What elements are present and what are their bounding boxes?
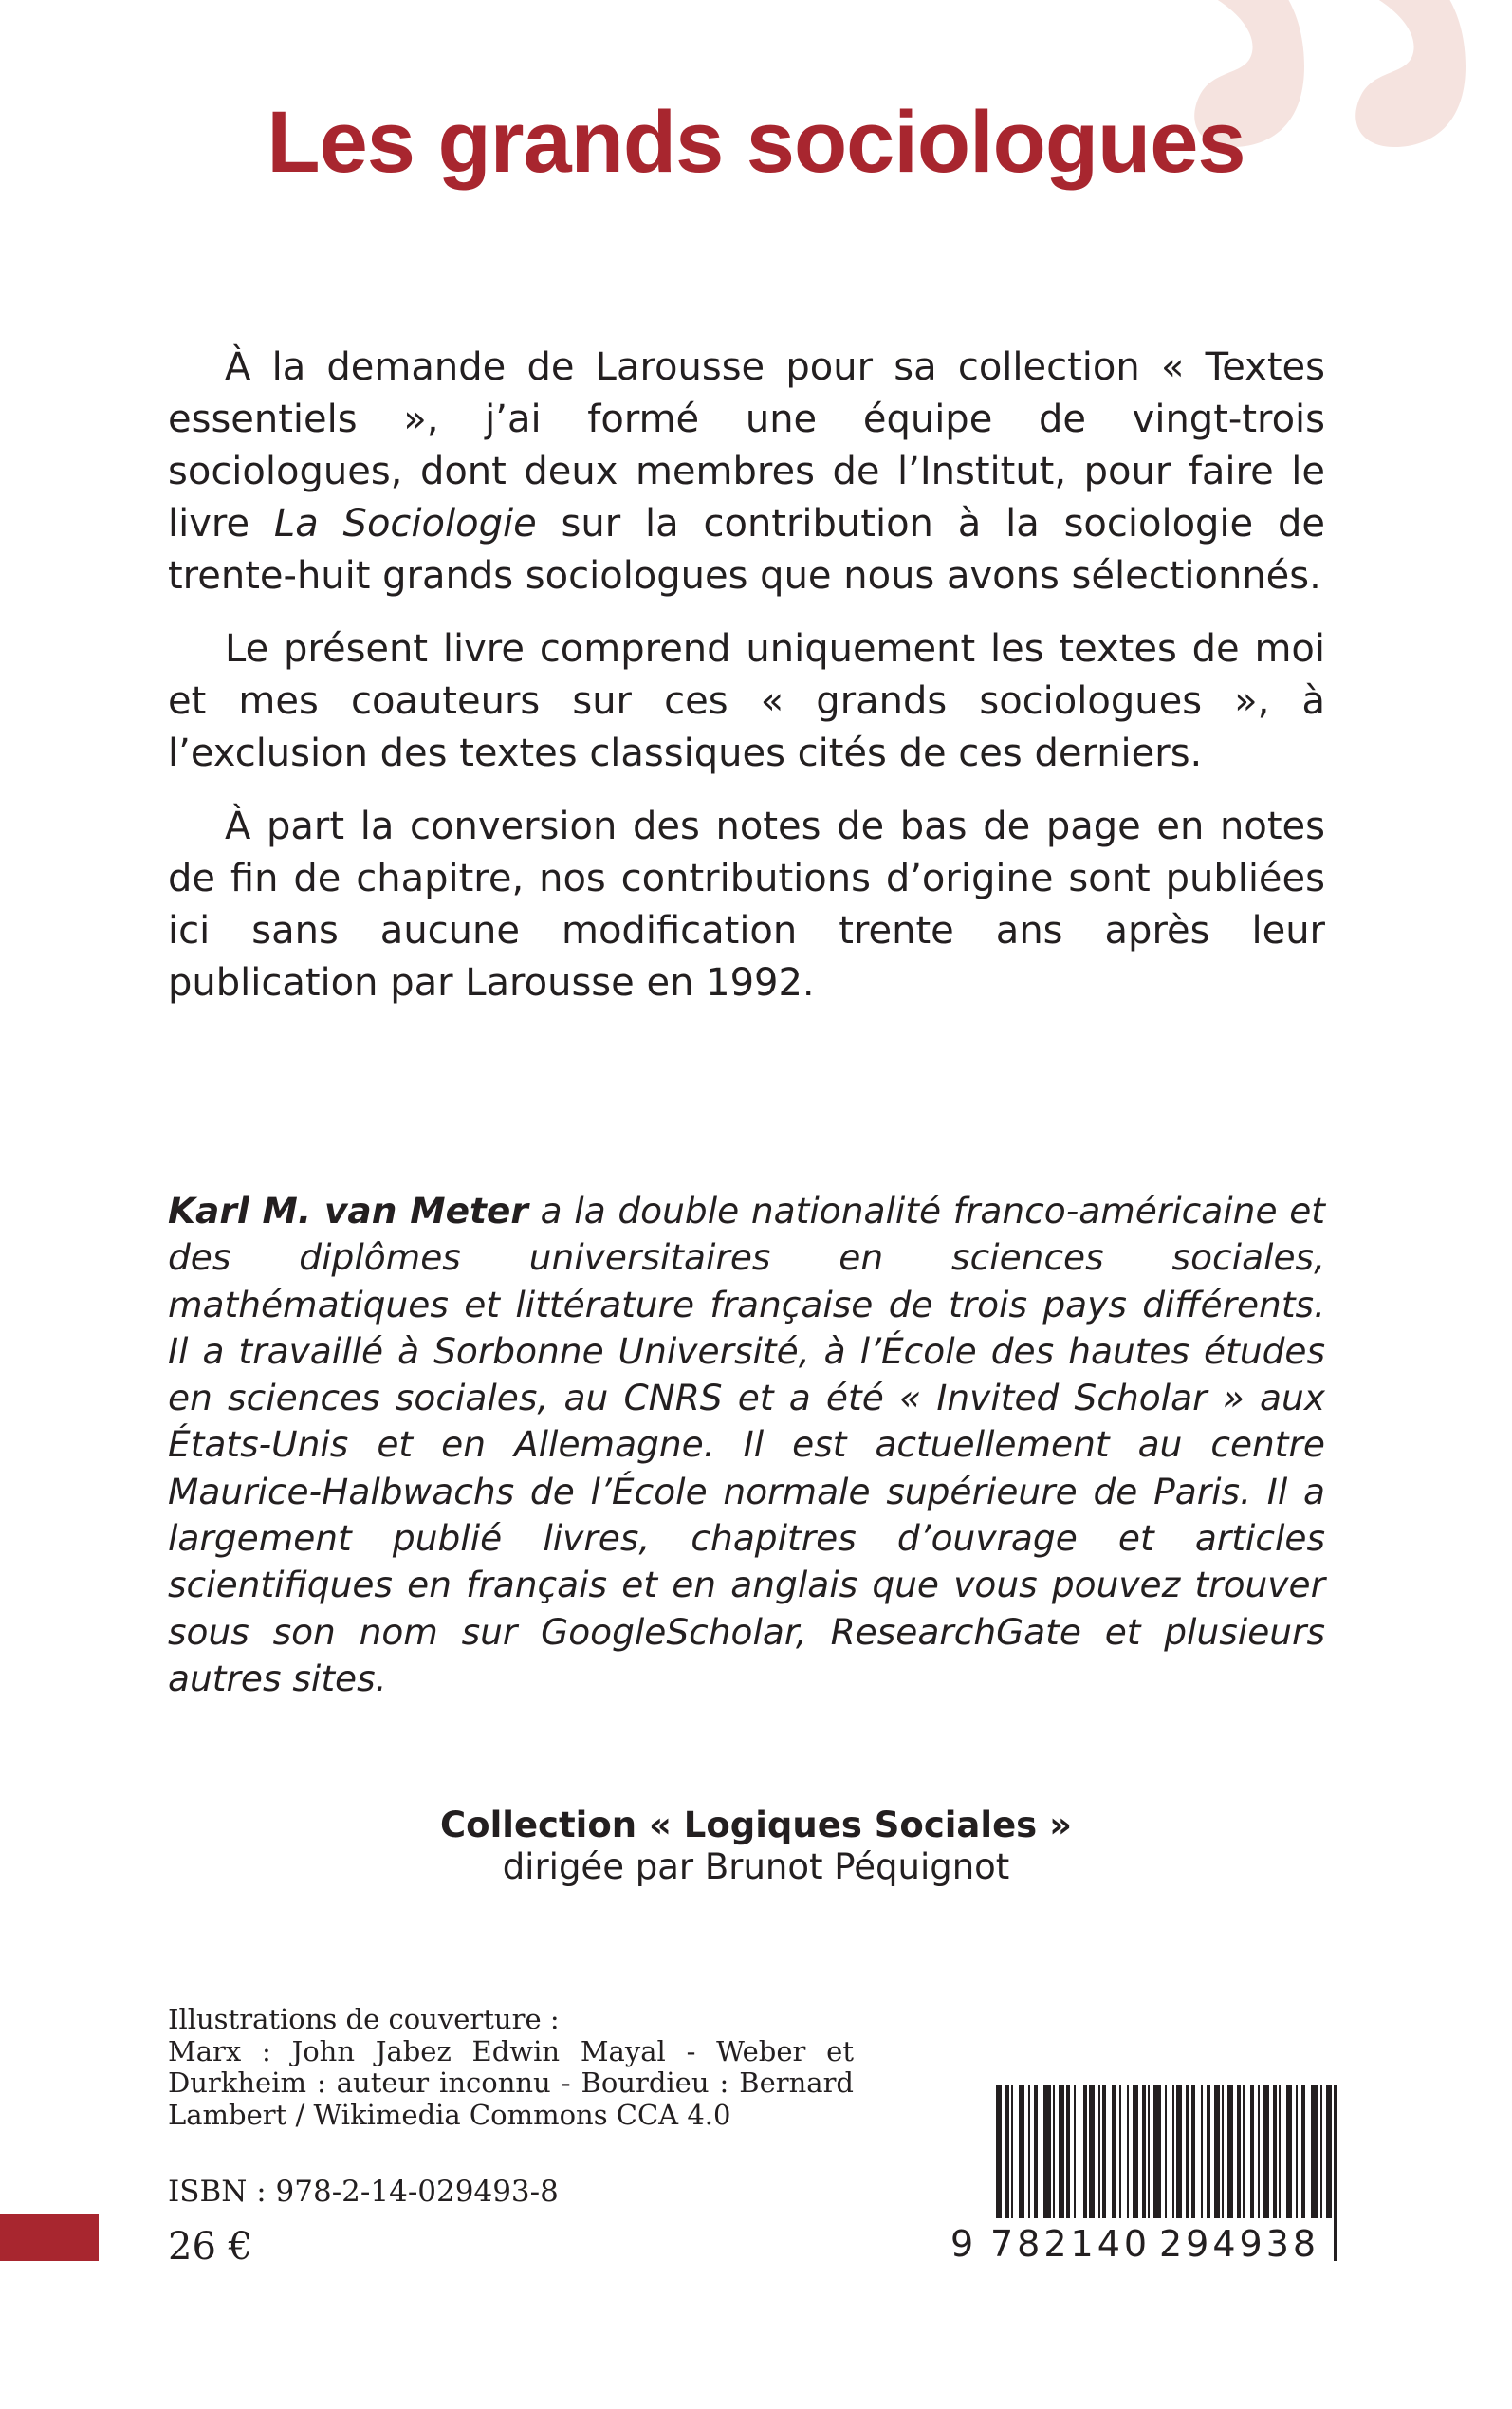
intro-paragraph-2: Le présent livre comprend uniquement les textes de moi et mes coauteurs sur ces « grands sociologues », à l’exclusion des textes classiques cités de ces derniers.	[168, 627, 1325, 775]
collection-director: dirigée par Brunot Péquignot	[502, 1846, 1010, 1887]
barcode-bar	[1089, 2085, 1095, 2218]
barcode-bar	[1296, 2085, 1298, 2218]
intro-p1-start: À la demande de Larousse pour sa collection « Textes essentiels », j’ai formé une équipe de vingt-trois sociologues, dont deux membres de l’Institut, pour faire le livre	[168, 345, 1325, 546]
cover-credits	[168, 2004, 854, 2131]
barcode-digits	[949, 2218, 1323, 2270]
barcode-bar	[1019, 2085, 1024, 2218]
barcode-bar	[1222, 2085, 1224, 2218]
barcode-bar	[1237, 2085, 1241, 2218]
barcode-bar	[1074, 2085, 1076, 2218]
credits-body: Marx : John Jabez Edwin Mayal - Weber et Durkheim : auteur inconnu - Bourdieu : Bernard Lambert / Wikimedia Commons CCA 4.0	[168, 2034, 854, 2131]
barcode-bar	[1258, 2085, 1260, 2218]
intro-text	[168, 342, 1325, 1030]
barcode-bar	[1334, 2085, 1337, 2261]
barcode-group-right: 294938	[1157, 2218, 1321, 2270]
barcode-bar	[1098, 2085, 1100, 2218]
barcode-bar	[1311, 2085, 1318, 2218]
collection-info	[0, 1805, 1512, 1888]
barcode-bar	[1053, 2085, 1055, 2218]
accent-bar	[0, 2214, 99, 2261]
price: 26 €	[168, 2225, 253, 2269]
barcode-bar	[1102, 2085, 1106, 2218]
barcode-bar	[1243, 2085, 1245, 2218]
barcode-bar	[1066, 2085, 1070, 2218]
book-title: Les grands sociologues	[267, 94, 1245, 191]
collection-name: Collection « Logiques Sociales »	[440, 1805, 1072, 1845]
barcode-bar	[1127, 2085, 1129, 2218]
barcode-bar	[1263, 2085, 1269, 2218]
barcode-bar	[1011, 2085, 1013, 2218]
intro-book-title: La Sociologie	[273, 502, 537, 546]
barcode-bar	[1153, 2085, 1161, 2218]
barcode-bar	[1043, 2085, 1051, 2218]
barcode-bar	[1227, 2085, 1233, 2218]
barcode-bar	[1214, 2085, 1220, 2218]
barcode-bar	[1176, 2085, 1182, 2218]
barcode-bar	[1112, 2085, 1116, 2218]
barcode-bar	[1133, 2085, 1138, 2218]
barcode-bar	[1034, 2085, 1038, 2218]
intro-p1-end: sur la contribution à la sociologie de trente-huit grands sociologues que nous avons sélectionnés.	[168, 502, 1325, 598]
barcode-bar	[1005, 2085, 1009, 2218]
barcode-bar	[1250, 2085, 1254, 2218]
isbn: ISBN : 978-2-14-029493-8	[168, 2175, 559, 2209]
barcode-group-left: 782140	[988, 2218, 1152, 2270]
barcode-bar	[1201, 2085, 1203, 2218]
barcode-bar	[1207, 2085, 1210, 2218]
barcode-bar	[1028, 2085, 1030, 2218]
barcode-bar	[1320, 2085, 1322, 2218]
author-bio	[168, 1188, 1325, 1702]
barcode-bar	[1083, 2085, 1087, 2218]
barcode-bar	[1326, 2085, 1332, 2218]
intro-paragraph-3: À part la conversion des notes de bas de page en notes de fin de chapitre, nos contributions d’origine sont publiées ici sans aucune modification trente ans après leur publication par Larousse en 1992.	[168, 805, 1325, 1005]
intro-paragraph-1	[168, 342, 1325, 602]
author-name: Karl M. van Meter	[168, 1190, 528, 1232]
barcode-bar	[1301, 2085, 1305, 2218]
barcode-bar	[1172, 2085, 1174, 2218]
barcode-bar	[1273, 2085, 1277, 2218]
barcode-bar	[1191, 2085, 1195, 2218]
credits-heading: Illustrations de couverture :	[168, 2003, 560, 2035]
author-bio-text: a la double nationalité franco-américaine et des diplômes universitaires en sciences sociales, mathématiques et littérature française de trois pays différents. Il a travaillé à Sorbonne Université, à l’École des hautes études en sciences sociales, au CNRS et a été « Invited Scholar » aux États-Unis et en Allemagne. Il est actuellement au centre Maurice-Halbwachs de l’École normale supérieure de Paris. Il a largement publié livres, chapitres d’ouvrage et articles scientifiques en français et en anglais que vous pouvez trouver sous son nom sur GoogleScholar, ResearchGate et plusieurs autres sites.	[168, 1190, 1325, 1699]
barcode-bar	[1279, 2085, 1281, 2218]
barcode-bar	[1059, 2085, 1064, 2218]
barcode-bar	[1119, 2085, 1121, 2218]
barcode-bar	[1148, 2085, 1150, 2218]
barcode-bar	[1186, 2085, 1189, 2218]
barcode-digit-first: 9	[949, 2218, 975, 2270]
barcode-bar	[1142, 2085, 1146, 2218]
barcode-bar	[1286, 2085, 1292, 2218]
